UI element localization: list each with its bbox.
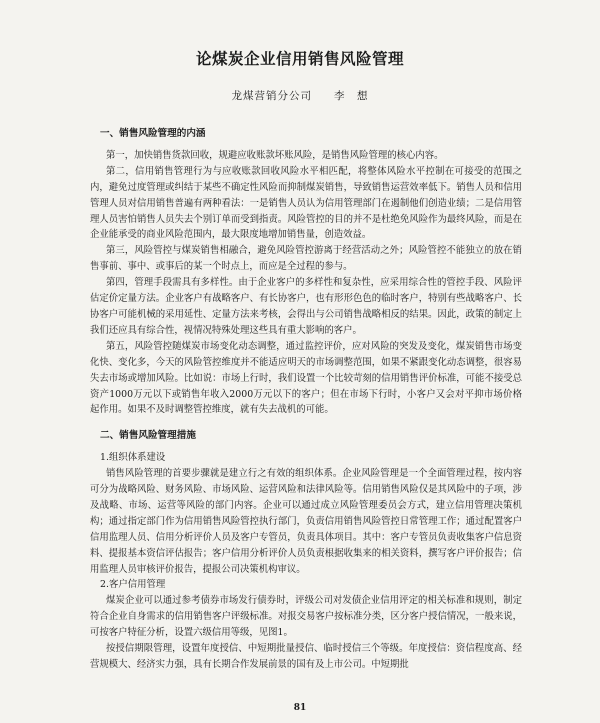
paragraph: 第五，风险管控随煤炭市场变化动态调整，通过监控评价，应对风险的突发及变化，煤炭销售市场变化快、变化多，今天的风险管控维度并不能适应明天的市场调整范围，如果不紧跟变化动态调整，很容易失去市场或增加风险。比如说：市场上行时，我们设置一个比较苛刻的信用销售评价标准，可能不接受总资产1000万元以下或销售年收入2000万元以下的客户；但在市场下行时，小客户又会对平抑市场价格起作用。如果不及时调整管控维度，就有失去战机的可能。 <box>90 340 522 416</box>
paragraph: 第二，信用销售管理行为与应收账款回收风险水平相匹配，将整体风险水平控制在可接受的范围之内，避免过度管理或纠结于某些不确定性风险而抑制煤炭销售，导致销售运营效率低下。销售人员和信用管理人员对信用销售普遍有两种看法：一是销售人员认为信用管理部门在遏制他们创造业绩；二是信用管理人员害怕销售人员失去个别订单而受到指责。风险管控的目的并不是杜绝免风险作为最终风险，而是在企业能承受的商业风险范围内，最大限度地增加销售量，创造效益。 <box>90 165 522 241</box>
paragraph: 第一，加快销售货款回收，规避应收账款坏账风险，是销售风险管理的核心内容。 <box>105 149 444 161</box>
section-heading: 一、销售风险管理的内涵 <box>100 128 206 139</box>
paper-title: 论煤炭企业信用销售风险管理 <box>195 50 404 68</box>
subsection-heading: 2.客户信用管理 <box>100 579 166 591</box>
paragraph: 按授信期限管理，设置年度授信、中短期批量授信、临时授信三个等级。年度授信：资信程度高、经营规模大、经济实力强，具有长期合作发展前景的国有及上市公司。中短期批 <box>90 643 522 670</box>
author-name: 李 想 <box>334 90 369 102</box>
subsection-heading: 1.组织体系建设 <box>100 452 166 464</box>
page-number: 81 <box>293 703 307 713</box>
paragraph: 第四，管理手段需具有多样性。由于企业客户的多样性和复杂性，应采用综合性的管控手段、风险评估定价定量方法。企业客户有战略客户、有长协客户，也有形形色色的临时客户，特别有些战略客户、长协客户可能机械的采用延性、定量方法来考核，会得出与公司销售战略相反的结果。因此，政策的制定上我们还应具有综合性，视情况特殊处理这些具有重大影响的客户。 <box>90 277 522 336</box>
author-line <box>0 88 600 103</box>
author-affiliation: 龙煤营销分公司 <box>231 90 312 102</box>
section-heading: 二、销售风险管理措施 <box>100 430 196 442</box>
paragraph: 第三，风险管控与煤炭销售相融合，避免风险管控游离于经营活动之外；风险管控不能独立的放在销售事前、事中、或事后的某一个时点上，而应是全过程的参与。 <box>90 245 522 273</box>
paper-body <box>90 120 522 673</box>
paragraph: 销售风险管理的首要步骤就是建立行之有效的组织体系。企业风险管理是一个全面管理过程，按内容可分为战略风险、财务风险、市场风险、运营风险和法律风险等。信用销售风险仅是其风险中的子项，涉及战略、市场、运营等风险的部门内容。企业可以通过成立风险管理委员会方式，建立信用管理决策机构；通过指定部门作为信用销售风险管控执行部门，负责信用销售风险管控日常管理工作；通过配置客户信用监理人员、信用分析评价人员及客户专管员，负责具体项目。其中：客户专管员负责收集客户信息资料、提报基本资信评估报告；客户信用分析评价人员负责根据收集来的相关资料，撰写客户评价报告；信用监理人员审核评价报告，提报公司决策机构审议。 <box>90 468 522 575</box>
paragraph: 煤炭企业可以通过参考债券市场发行债券时，评级公司对发债企业信用评定的相关标准和规则，制定符合企业自身需求的信用销售客户评级标准。对报交易客户按标准分类，区分客户授信情况，一般来说，可按客户特征分析，设置六级信用等级，见图1。 <box>90 595 522 639</box>
